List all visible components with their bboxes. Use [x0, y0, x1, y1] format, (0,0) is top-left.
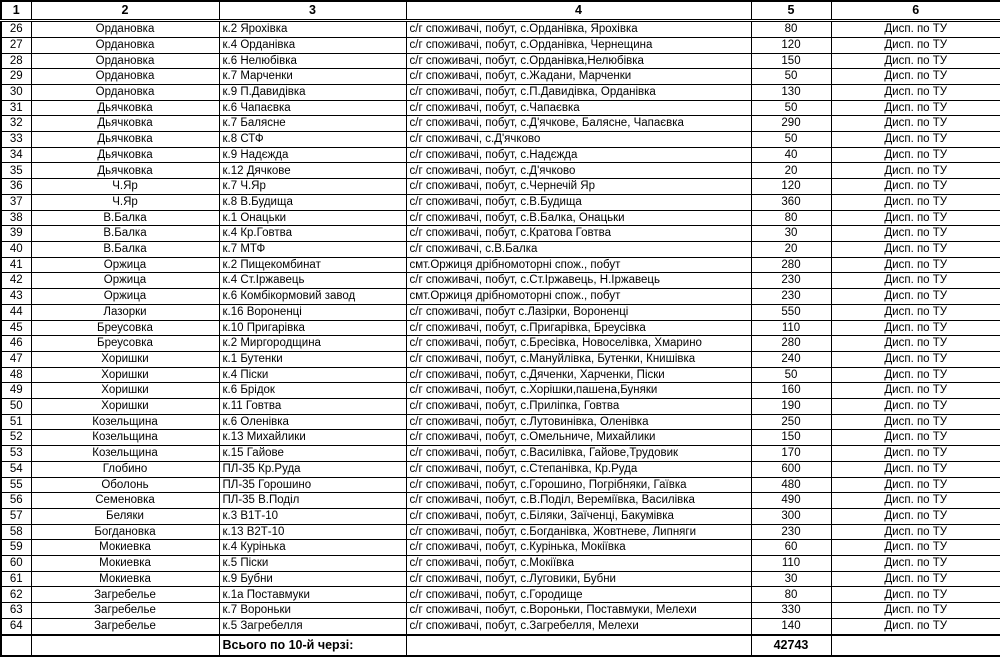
cell-consumers: с/г споживачі, побут, с.Лутовинівка, Оленівка: [406, 414, 751, 430]
cell-substation: Беляки: [31, 508, 219, 524]
table-row: [1, 179, 1000, 195]
cell-feeder: к.3 В1Т-10: [219, 508, 406, 524]
cell-value: 160: [751, 383, 831, 399]
cell-consumers: с/г споживачі, побут, с.В.Балка, Онацьки: [406, 210, 751, 226]
cell-substation: Козельщина: [31, 430, 219, 446]
cell-control: Дисп. по ТУ: [831, 194, 1000, 210]
cell-feeder: к.6 Брідок: [219, 383, 406, 399]
cell-feeder: к.8 СТФ: [219, 132, 406, 148]
cell-value: 360: [751, 194, 831, 210]
table-row: [1, 304, 1000, 320]
cell-control: Дисп. по ТУ: [831, 163, 1000, 179]
cell-control: Дисп. по ТУ: [831, 603, 1000, 619]
cell-consumers: с/г споживачі, с.В.Балка: [406, 242, 751, 258]
cell-consumers: с/г споживачі, побут, с.Кратова Говтва: [406, 226, 751, 242]
cell-consumers: с/г споживачі, побут, с.Пригарівка, Бреусівка: [406, 320, 751, 336]
cell-substation: Богдановка: [31, 524, 219, 540]
cell-value: 140: [751, 618, 831, 635]
cell-substation: Оржица: [31, 273, 219, 289]
cell-consumers: с/г споживачі, с.Д'ячково: [406, 132, 751, 148]
cell-substation: Ордановка: [31, 53, 219, 69]
cell-feeder: к.1а Поставмуки: [219, 587, 406, 603]
table-row: [1, 21, 1000, 38]
cell-value: 120: [751, 179, 831, 195]
cell-feeder: к.9 Бубни: [219, 571, 406, 587]
cell-feeder: к.6 Комбікормовий завод: [219, 289, 406, 305]
cell-feeder: к.8 В.Будища: [219, 194, 406, 210]
cell-value: 120: [751, 37, 831, 53]
cell-consumers: с/г споживачі, побут, с.Біляки, Заїченці, Бакумівка: [406, 508, 751, 524]
cell-value: 80: [751, 21, 831, 38]
cell-substation: Хоришки: [31, 351, 219, 367]
cell-control: Дисп. по ТУ: [831, 84, 1000, 100]
cell-consumers: с/г споживачі, побут, с.Луговики, Бубни: [406, 571, 751, 587]
cell-control: Дисп. по ТУ: [831, 571, 1000, 587]
cell-row-number: 63: [1, 603, 31, 619]
cell-value: 490: [751, 493, 831, 509]
cell-substation: В.Балка: [31, 210, 219, 226]
total-value: 42743: [751, 635, 831, 656]
cell-row-number: 38: [1, 210, 31, 226]
cell-row-number: 32: [1, 116, 31, 132]
total-row: [1, 635, 1000, 656]
cell-feeder: к.2 Пищекомбинат: [219, 257, 406, 273]
cell-control: Дисп. по ТУ: [831, 116, 1000, 132]
cell-consumers: с/г споживачі, побут, с.Чапаєвка: [406, 100, 751, 116]
cell-feeder: к.11 Говтва: [219, 399, 406, 415]
cell-substation: Ордановка: [31, 69, 219, 85]
table-row: [1, 540, 1000, 556]
cell-substation: В.Балка: [31, 226, 219, 242]
cell-row-number: 47: [1, 351, 31, 367]
cell-value: 80: [751, 210, 831, 226]
cell-substation: Оржица: [31, 257, 219, 273]
cell-control: Дисп. по ТУ: [831, 304, 1000, 320]
cell-value: 330: [751, 603, 831, 619]
cell-row-number: 30: [1, 84, 31, 100]
table-row: [1, 210, 1000, 226]
cell-row-number: 35: [1, 163, 31, 179]
cell-control: Дисп. по ТУ: [831, 37, 1000, 53]
cell-row-number: 55: [1, 477, 31, 493]
cell-value: 110: [751, 320, 831, 336]
cell-row-number: 28: [1, 53, 31, 69]
table-row: [1, 477, 1000, 493]
cell-row-number: 59: [1, 540, 31, 556]
cell-feeder: к.7 Вороньки: [219, 603, 406, 619]
cell-row-number: 43: [1, 289, 31, 305]
column-header-1: 1: [1, 1, 31, 21]
total-label: Всього по 10-й черзі:: [219, 635, 406, 656]
cell-value: 110: [751, 556, 831, 572]
cell-feeder: к.13 Михайлики: [219, 430, 406, 446]
column-header-5: 5: [751, 1, 831, 21]
cell-feeder: ПЛ-35 В.Поділ: [219, 493, 406, 509]
cell-value: 190: [751, 399, 831, 415]
cell-feeder: к.1 Бутенки: [219, 351, 406, 367]
cell-feeder: к.4 Кр.Говтва: [219, 226, 406, 242]
cell-feeder: к.6 Оленівка: [219, 414, 406, 430]
cell-consumers: с/г споживачі, побут, с.Курінька, Мокіївка: [406, 540, 751, 556]
cell-substation: Загребелье: [31, 603, 219, 619]
cell-control: Дисп. по ТУ: [831, 383, 1000, 399]
table-row: [1, 351, 1000, 367]
cell-substation: Дьячковка: [31, 147, 219, 163]
cell-row-number: 64: [1, 618, 31, 635]
cell-feeder: к.12 Дячкове: [219, 163, 406, 179]
cell-consumers: с/г споживачі, побут, с.Надєжда: [406, 147, 751, 163]
cell-consumers: с/г споживачі, побут, с.Загребелля, Мелехи: [406, 618, 751, 635]
cell-consumers: смт.Оржиця дрібномоторні спож., побут: [406, 257, 751, 273]
cell-value: 230: [751, 289, 831, 305]
cell-row-number: 27: [1, 37, 31, 53]
table-row: [1, 446, 1000, 462]
cell-control: Дисп. по ТУ: [831, 53, 1000, 69]
cell-substation: Ордановка: [31, 84, 219, 100]
cell-control: Дисп. по ТУ: [831, 351, 1000, 367]
table-row: [1, 493, 1000, 509]
cell-value: 80: [751, 587, 831, 603]
cell-value: 150: [751, 430, 831, 446]
cell-consumers: с/г споживачі, побут, с.Д'ячково: [406, 163, 751, 179]
cell-feeder: к.16 Вороненці: [219, 304, 406, 320]
cell-empty: [1, 635, 31, 656]
cell-control: Дисп. по ТУ: [831, 320, 1000, 336]
cell-control: Дисп. по ТУ: [831, 524, 1000, 540]
cell-value: 280: [751, 336, 831, 352]
cell-substation: Мокиевка: [31, 556, 219, 572]
cell-feeder: к.5 Піски: [219, 556, 406, 572]
cell-value: 30: [751, 226, 831, 242]
cell-row-number: 49: [1, 383, 31, 399]
cell-row-number: 29: [1, 69, 31, 85]
table-row: [1, 461, 1000, 477]
cell-consumers: с/г споживачі, побут, с.Омельниче, Михайлики: [406, 430, 751, 446]
cell-control: Дисп. по ТУ: [831, 493, 1000, 509]
cell-consumers: с/г споживачі, побут, с.П.Давидівка, Орданівка: [406, 84, 751, 100]
column-header-3: 3: [219, 1, 406, 21]
cell-feeder: к.10 Пригарівка: [219, 320, 406, 336]
table-row: [1, 100, 1000, 116]
cell-substation: Лазорки: [31, 304, 219, 320]
cell-row-number: 62: [1, 587, 31, 603]
table-row: [1, 69, 1000, 85]
cell-row-number: 36: [1, 179, 31, 195]
cell-control: Дисп. по ТУ: [831, 226, 1000, 242]
cell-row-number: 60: [1, 556, 31, 572]
table-row: [1, 603, 1000, 619]
cell-feeder: к.5 Загребелля: [219, 618, 406, 635]
cell-control: Дисп. по ТУ: [831, 242, 1000, 258]
cell-value: 150: [751, 53, 831, 69]
cell-row-number: 42: [1, 273, 31, 289]
table-row: [1, 226, 1000, 242]
cell-consumers: с/г споживачі, побут, с.Василівка, Гайове,Трудовик: [406, 446, 751, 462]
table-row: [1, 414, 1000, 430]
cell-feeder: к.6 Чапаєвка: [219, 100, 406, 116]
cell-feeder: к.7 Ч.Яр: [219, 179, 406, 195]
cell-substation: Мокиевка: [31, 571, 219, 587]
cell-value: 230: [751, 524, 831, 540]
cell-value: 550: [751, 304, 831, 320]
table-row: [1, 336, 1000, 352]
cell-control: Дисп. по ТУ: [831, 587, 1000, 603]
cell-feeder: к.13 В2Т-10: [219, 524, 406, 540]
cell-substation: Дьячковка: [31, 100, 219, 116]
cell-feeder: к.4 Піски: [219, 367, 406, 383]
cell-control: Дисп. по ТУ: [831, 273, 1000, 289]
cell-feeder: к.9 П.Давидівка: [219, 84, 406, 100]
cell-control: Дисп. по ТУ: [831, 556, 1000, 572]
cell-feeder: к.2 Миргородщина: [219, 336, 406, 352]
table-row: [1, 242, 1000, 258]
cell-row-number: 53: [1, 446, 31, 462]
cell-substation: Козельщина: [31, 414, 219, 430]
cell-substation: Загребелье: [31, 587, 219, 603]
cell-value: 170: [751, 446, 831, 462]
cell-feeder: к.4 Ст.Іржавець: [219, 273, 406, 289]
cell-value: 40: [751, 147, 831, 163]
cell-control: Дисп. по ТУ: [831, 461, 1000, 477]
table-row: [1, 132, 1000, 148]
cell-value: 250: [751, 414, 831, 430]
cell-row-number: 44: [1, 304, 31, 320]
cell-row-number: 51: [1, 414, 31, 430]
cell-substation: Ч.Яр: [31, 179, 219, 195]
cell-consumers: с/г споживачі, побут, с.В.Поділ, Вереміївка, Василівка: [406, 493, 751, 509]
table-row: [1, 508, 1000, 524]
cell-row-number: 50: [1, 399, 31, 415]
table-row: [1, 524, 1000, 540]
cell-substation: Глобино: [31, 461, 219, 477]
cell-consumers: с/г споживачі, побут с.Лазірки, Вороненці: [406, 304, 751, 320]
column-header-6: 6: [831, 1, 1000, 21]
table-row: [1, 556, 1000, 572]
cell-value: 20: [751, 242, 831, 258]
table-row: [1, 618, 1000, 635]
cell-consumers: с/г споживачі, побут, с.Мануйлівка, Бутенки, Книшівка: [406, 351, 751, 367]
cell-value: 300: [751, 508, 831, 524]
cell-consumers: с/г споживачі, побут, с.Д'ячкове, Балясне, Чапаєвка: [406, 116, 751, 132]
table-row: [1, 84, 1000, 100]
table-body: [1, 21, 1000, 657]
cell-consumers: с/г споживачі, побут, с.Вороньки, Поставмуки, Мелехи: [406, 603, 751, 619]
cell-row-number: 34: [1, 147, 31, 163]
cell-consumers: с/г споживачі, побут, с.Степанівка, Кр.Руда: [406, 461, 751, 477]
cell-feeder: к.6 Нелюбівка: [219, 53, 406, 69]
cell-substation: Хоришки: [31, 399, 219, 415]
cell-row-number: 45: [1, 320, 31, 336]
cell-consumers: с/г споживачі, побут, с.Бресівка, Новоселівка, Хмарино: [406, 336, 751, 352]
cell-feeder: к.4 Орданівка: [219, 37, 406, 53]
cell-consumers: смт.Оржиця дрібномоторні спож., побут: [406, 289, 751, 305]
cell-control: Дисп. по ТУ: [831, 289, 1000, 305]
cell-control: Дисп. по ТУ: [831, 540, 1000, 556]
table-row: [1, 571, 1000, 587]
cell-substation: В.Балка: [31, 242, 219, 258]
cell-row-number: 48: [1, 367, 31, 383]
cell-consumers: с/г споживачі, побут, с.Орданівка, Чернещина: [406, 37, 751, 53]
cell-feeder: к.9 Надєжда: [219, 147, 406, 163]
cell-consumers: с/г споживачі, побут, с.Орданівка, Ярохівка: [406, 21, 751, 38]
cell-value: 230: [751, 273, 831, 289]
cell-feeder: ПЛ-35 Кр.Руда: [219, 461, 406, 477]
cell-control: Дисп. по ТУ: [831, 100, 1000, 116]
cell-feeder: к.15 Гайове: [219, 446, 406, 462]
cell-value: 50: [751, 69, 831, 85]
cell-control: Дисп. по ТУ: [831, 414, 1000, 430]
table-row: [1, 257, 1000, 273]
cell-value: 50: [751, 132, 831, 148]
cell-empty: [31, 635, 219, 656]
cell-control: Дисп. по ТУ: [831, 179, 1000, 195]
cell-consumers: с/г споживачі, побут, с.Горошино, Погрібняки, Гаївка: [406, 477, 751, 493]
table-row: [1, 273, 1000, 289]
cell-consumers: с/г споживачі, побут, с.Дяченки, Харченки, Піски: [406, 367, 751, 383]
table-row: [1, 367, 1000, 383]
cell-feeder: к.7 Балясне: [219, 116, 406, 132]
table-row: [1, 383, 1000, 399]
cell-control: Дисп. по ТУ: [831, 147, 1000, 163]
cell-substation: Дьячковка: [31, 163, 219, 179]
cell-value: 600: [751, 461, 831, 477]
cell-row-number: 61: [1, 571, 31, 587]
cell-control: Дисп. по ТУ: [831, 336, 1000, 352]
cell-value: 50: [751, 367, 831, 383]
cell-value: 280: [751, 257, 831, 273]
cell-control: Дисп. по ТУ: [831, 508, 1000, 524]
cell-control: Дисп. по ТУ: [831, 367, 1000, 383]
cell-empty: [831, 635, 1000, 656]
cell-feeder: к.2 Ярохівка: [219, 21, 406, 38]
cell-value: 50: [751, 100, 831, 116]
cell-row-number: 31: [1, 100, 31, 116]
cell-consumers: с/г споживачі, побут, с.Мокіївка: [406, 556, 751, 572]
cell-substation: Мокиевка: [31, 540, 219, 556]
cell-consumers: с/г споживачі, побут, с.Хорішки,пашена,Буняки: [406, 383, 751, 399]
table-row: [1, 163, 1000, 179]
cell-row-number: 46: [1, 336, 31, 352]
cell-substation: Дьячковка: [31, 132, 219, 148]
cell-row-number: 57: [1, 508, 31, 524]
cell-control: Дисп. по ТУ: [831, 399, 1000, 415]
cell-value: 20: [751, 163, 831, 179]
cell-value: 60: [751, 540, 831, 556]
table-row: [1, 116, 1000, 132]
cell-consumers: с/г споживачі, побут, с.Ст.Іржавець, Н.Іржавець: [406, 273, 751, 289]
cell-substation: Семеновка: [31, 493, 219, 509]
cell-feeder: ПЛ-35 Горошино: [219, 477, 406, 493]
table-row: [1, 194, 1000, 210]
table-row: [1, 399, 1000, 415]
cell-substation: Дьячковка: [31, 116, 219, 132]
table-row: [1, 37, 1000, 53]
cell-substation: Хоришки: [31, 383, 219, 399]
cell-value: 240: [751, 351, 831, 367]
table-row: [1, 53, 1000, 69]
cell-substation: Козельщина: [31, 446, 219, 462]
table-row: [1, 289, 1000, 305]
column-header-2: 2: [31, 1, 219, 21]
cell-control: Дисп. по ТУ: [831, 618, 1000, 635]
cell-row-number: 54: [1, 461, 31, 477]
cell-feeder: к.7 МТФ: [219, 242, 406, 258]
table-row: [1, 147, 1000, 163]
cell-consumers: с/г споживачі, побут, с.Приліпка, Говтва: [406, 399, 751, 415]
table-header-row: [1, 1, 1000, 21]
column-header-4: 4: [406, 1, 751, 21]
cell-consumers: с/г споживачі, побут, с.Городище: [406, 587, 751, 603]
cell-value: 480: [751, 477, 831, 493]
cell-value: 130: [751, 84, 831, 100]
cell-substation: Загребелье: [31, 618, 219, 635]
cell-control: Дисп. по ТУ: [831, 21, 1000, 38]
cell-control: Дисп. по ТУ: [831, 69, 1000, 85]
table-row: [1, 320, 1000, 336]
cell-row-number: 33: [1, 132, 31, 148]
cell-substation: Бреусовка: [31, 320, 219, 336]
cell-row-number: 52: [1, 430, 31, 446]
cell-substation: Хоришки: [31, 367, 219, 383]
cell-substation: Ч.Яр: [31, 194, 219, 210]
cell-row-number: 39: [1, 226, 31, 242]
cell-control: Дисп. по ТУ: [831, 132, 1000, 148]
cell-consumers: с/г споживачі, побут, с.В.Будища: [406, 194, 751, 210]
cell-control: Дисп. по ТУ: [831, 446, 1000, 462]
cell-feeder: к.7 Марченки: [219, 69, 406, 85]
cell-feeder: к.1 Онацьки: [219, 210, 406, 226]
cell-empty: [406, 635, 751, 656]
cell-control: Дисп. по ТУ: [831, 430, 1000, 446]
cell-consumers: с/г споживачі, побут, с.Орданівка,Нелюбівка: [406, 53, 751, 69]
cell-row-number: 37: [1, 194, 31, 210]
cell-substation: Бреусовка: [31, 336, 219, 352]
cell-row-number: 58: [1, 524, 31, 540]
cell-consumers: с/г споживачі, побут, с.Жадани, Марченки: [406, 69, 751, 85]
cell-substation: Оболонь: [31, 477, 219, 493]
cell-substation: Ордановка: [31, 21, 219, 38]
cell-row-number: 56: [1, 493, 31, 509]
cell-substation: Ордановка: [31, 37, 219, 53]
cell-value: 30: [751, 571, 831, 587]
table-row: [1, 430, 1000, 446]
cell-substation: Оржица: [31, 289, 219, 305]
cell-value: 290: [751, 116, 831, 132]
cell-control: Дисп. по ТУ: [831, 210, 1000, 226]
cell-control: Дисп. по ТУ: [831, 257, 1000, 273]
cell-row-number: 26: [1, 21, 31, 38]
cell-row-number: 41: [1, 257, 31, 273]
cell-feeder: к.4 Курінька: [219, 540, 406, 556]
cell-control: Дисп. по ТУ: [831, 477, 1000, 493]
table-row: [1, 587, 1000, 603]
cell-consumers: с/г споживачі, побут, с.Чернечій Яр: [406, 179, 751, 195]
cell-consumers: с/г споживачі, побут, с.Богданівка, Жовтневе, Липняги: [406, 524, 751, 540]
cell-row-number: 40: [1, 242, 31, 258]
